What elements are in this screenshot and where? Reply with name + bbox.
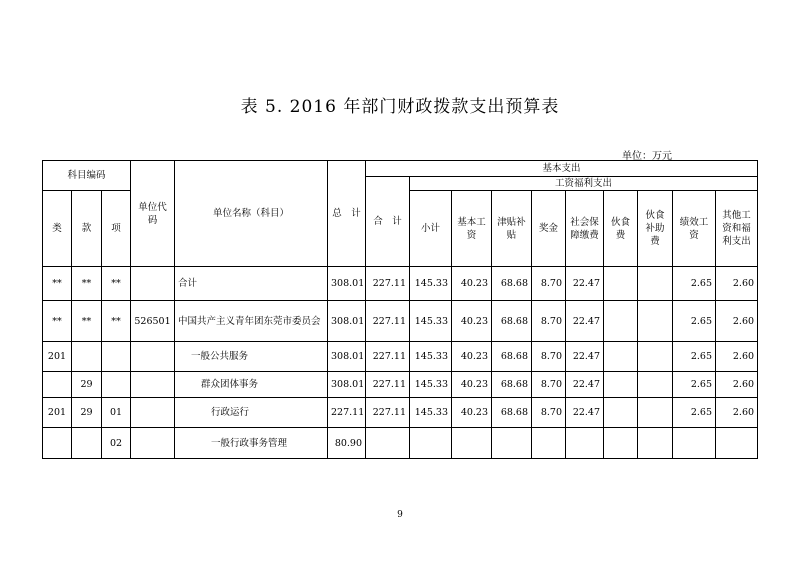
cell-total: 80.90: [328, 428, 366, 459]
cell-lei: **: [43, 267, 72, 301]
cell-kuan: **: [72, 301, 102, 342]
cell-meal-sub: [638, 342, 673, 372]
cell-bonus: 8.70: [532, 372, 566, 398]
cell-basic-salary: 40.23: [452, 342, 492, 372]
cell-lei: 201: [43, 398, 72, 428]
cell-meal: [604, 267, 638, 301]
cell-other: 2.60: [716, 342, 758, 372]
cell-basic-salary: 40.23: [452, 267, 492, 301]
cell-allowance: 68.68: [492, 342, 532, 372]
cell-name: 群众团体事务: [175, 372, 328, 398]
cell-meal-sub: [638, 301, 673, 342]
cell-kuan: [72, 428, 102, 459]
header-social-security: 社会保障缴费: [566, 191, 604, 267]
table-row: [43, 267, 758, 301]
cell-heji: 227.11: [366, 267, 410, 301]
cell-xiang: 01: [102, 398, 131, 428]
table-row: [43, 342, 758, 372]
cell-code: [131, 398, 175, 428]
cell-allowance: 68.68: [492, 372, 532, 398]
table-body: [43, 267, 758, 459]
cell-xiang: **: [102, 267, 131, 301]
cell-heji: 227.11: [366, 372, 410, 398]
cell-code: 526501: [131, 301, 175, 342]
header-kuan: 款: [72, 191, 102, 267]
header-unit-name: 单位名称（科目）: [175, 161, 328, 267]
cell-social: 22.47: [566, 372, 604, 398]
cell-xiang: **: [102, 301, 131, 342]
cell-social: 22.47: [566, 267, 604, 301]
cell-meal-sub: [638, 267, 673, 301]
cell-perf: 2.65: [673, 267, 716, 301]
cell-kuan: [72, 342, 102, 372]
cell-code: [131, 267, 175, 301]
cell-heji: 227.11: [366, 398, 410, 428]
cell-basic-salary: 40.23: [452, 398, 492, 428]
cell-xiaoji: 145.33: [410, 301, 452, 342]
cell-other: 2.60: [716, 372, 758, 398]
header-total: 总 计: [328, 161, 366, 267]
cell-xiang: [102, 372, 131, 398]
cell-name: 合计: [175, 267, 328, 301]
cell-code: [131, 342, 175, 372]
cell-allowance: 68.68: [492, 267, 532, 301]
header-basic-salary: 基本工资: [452, 191, 492, 267]
header-lei: 类: [43, 191, 72, 267]
table-row: [43, 398, 758, 428]
cell-heji: 227.11: [366, 342, 410, 372]
budget-table: [42, 160, 758, 459]
cell-xiaoji: [410, 428, 452, 459]
cell-meal-sub: [638, 372, 673, 398]
cell-xiaoji: 145.33: [410, 267, 452, 301]
header-performance: 绩效工资: [673, 191, 716, 267]
cell-lei: [43, 428, 72, 459]
header-unit-code: 单位代码: [131, 161, 175, 267]
cell-bonus: 8.70: [532, 267, 566, 301]
cell-basic-salary: 40.23: [452, 372, 492, 398]
cell-code: [131, 372, 175, 398]
cell-other: [716, 428, 758, 459]
cell-meal: [604, 398, 638, 428]
cell-xiang: 02: [102, 428, 131, 459]
cell-bonus: [532, 428, 566, 459]
cell-perf: [673, 428, 716, 459]
header-meal-subsidy: 伙食补助费: [638, 191, 673, 267]
cell-name: 一般公共服务: [175, 342, 328, 372]
header-salary-welfare: 工资福利支出: [410, 177, 758, 191]
cell-name: 中国共产主义青年团东莞市委员会: [175, 301, 328, 342]
header-bonus: 奖金: [532, 191, 566, 267]
unit-label: 单位：万元: [622, 151, 672, 162]
cell-perf: 2.65: [673, 398, 716, 428]
cell-other: 2.60: [716, 398, 758, 428]
cell-lei: 201: [43, 342, 72, 372]
header-allowance: 津贴补贴: [492, 191, 532, 267]
cell-total: 227.11: [328, 398, 366, 428]
page-number: 9: [397, 510, 403, 520]
cell-bonus: 8.70: [532, 301, 566, 342]
cell-lei: [43, 372, 72, 398]
cell-social: 22.47: [566, 301, 604, 342]
cell-perf: 2.65: [673, 301, 716, 342]
cell-social: 22.47: [566, 398, 604, 428]
cell-meal: [604, 342, 638, 372]
cell-social: 22.47: [566, 342, 604, 372]
cell-basic-salary: [452, 428, 492, 459]
cell-meal-sub: [638, 398, 673, 428]
table-row: [43, 428, 758, 459]
cell-allowance: 68.68: [492, 301, 532, 342]
cell-perf: 2.65: [673, 342, 716, 372]
cell-name: 行政运行: [175, 398, 328, 428]
cell-xiaoji: 145.33: [410, 372, 452, 398]
cell-allowance: [492, 428, 532, 459]
cell-allowance: 68.68: [492, 398, 532, 428]
cell-heji: 227.11: [366, 301, 410, 342]
cell-other: 2.60: [716, 267, 758, 301]
cell-kuan: 29: [72, 372, 102, 398]
cell-social: [566, 428, 604, 459]
cell-heji: [366, 428, 410, 459]
cell-basic-salary: 40.23: [452, 301, 492, 342]
cell-name: 一般行政事务管理: [175, 428, 328, 459]
header-subtotal: 合 计: [366, 177, 410, 267]
cell-perf: 2.65: [673, 372, 716, 398]
cell-bonus: 8.70: [532, 342, 566, 372]
table-row: [43, 372, 758, 398]
header-xiang: 项: [102, 191, 131, 267]
header-meal: 伙食费: [604, 191, 638, 267]
cell-meal: [604, 428, 638, 459]
header-basic: 基本支出: [366, 161, 758, 177]
cell-meal: [604, 372, 638, 398]
cell-total: 308.01: [328, 267, 366, 301]
cell-total: 308.01: [328, 342, 366, 372]
cell-code: [131, 428, 175, 459]
cell-meal-sub: [638, 428, 673, 459]
cell-other: 2.60: [716, 301, 758, 342]
header-other: 其他工资和福利支出: [716, 191, 758, 267]
cell-kuan: **: [72, 267, 102, 301]
cell-bonus: 8.70: [532, 398, 566, 428]
cell-xiang: [102, 342, 131, 372]
cell-xiaoji: 145.33: [410, 398, 452, 428]
cell-total: 308.01: [328, 372, 366, 398]
cell-lei: **: [43, 301, 72, 342]
cell-xiaoji: 145.33: [410, 342, 452, 372]
page-title: 表 5. 2016 年部门财政拨款支出预算表: [240, 97, 560, 117]
cell-meal: [604, 301, 638, 342]
table-row: [43, 301, 758, 342]
header-xiaoji: 小计: [410, 191, 452, 267]
cell-total: 308.01: [328, 301, 366, 342]
cell-kuan: 29: [72, 398, 102, 428]
header-subject-code: 科目编码: [43, 161, 131, 191]
